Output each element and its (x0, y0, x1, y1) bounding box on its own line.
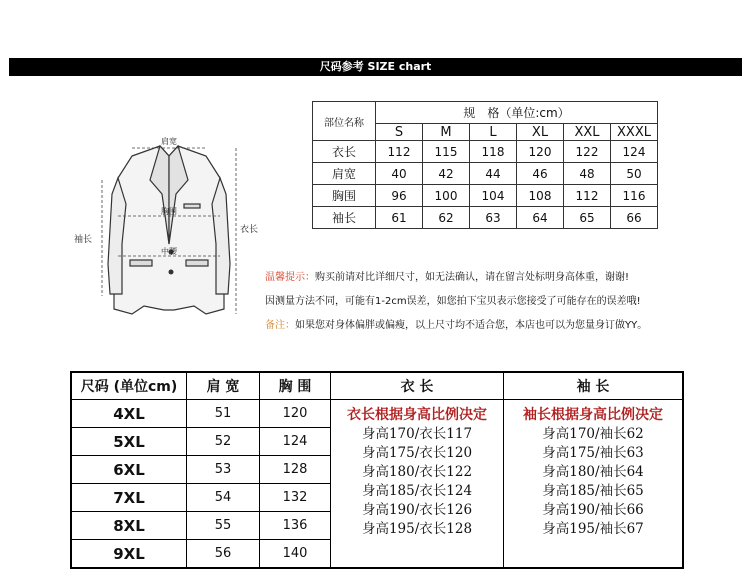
cell: 64 (517, 207, 564, 229)
sleeve-label: 袖长 (74, 235, 93, 245)
shoulder-cell: 55 (187, 512, 260, 540)
cell: 116 (611, 185, 658, 207)
length-rule: 衣长根据身高比例决定 (347, 407, 487, 423)
remark-label: 备注： (265, 320, 295, 331)
measurement-note: 因测量方法不同，可能有1-2cm误差，如您拍下宝贝表示您接受了可能存在的误差哦! (265, 296, 641, 307)
tip-label: 温馨提示： (265, 272, 315, 283)
size-xl: XL (517, 124, 564, 141)
cell: 66 (611, 207, 658, 229)
length-header: 衣 长 (331, 372, 504, 400)
shoulder-cell: 52 (187, 428, 260, 456)
cell: 61 (376, 207, 423, 229)
size-cell: 6XL (71, 456, 187, 484)
cell: 112 (564, 185, 611, 207)
sleeve-header: 袖 长 (504, 372, 684, 400)
cell: 118 (470, 141, 517, 163)
chest-cell: 128 (260, 456, 331, 484)
length-line: 身高180/衣长122 (361, 464, 473, 480)
row-name: 胸围 (313, 185, 376, 207)
size-s: S (376, 124, 423, 141)
spec-row (313, 185, 658, 207)
size-cell: 5XL (71, 428, 187, 456)
cell: 40 (376, 163, 423, 185)
shoulder-header: 肩 宽 (187, 372, 260, 400)
chest-cell: 120 (260, 400, 331, 428)
sleeve-line: 身高185/袖长65 (542, 483, 644, 499)
spec-row (313, 207, 658, 229)
sleeve-by-height-cell (504, 400, 684, 569)
length-line: 身高185/衣长124 (361, 483, 473, 499)
size-header: 尺码 (单位cm) (71, 372, 187, 400)
large-size-table (70, 371, 684, 569)
tip-text: 购买前请对比详细尺寸，如无法确认，请在留言处标明身高体重，谢谢! (315, 272, 630, 283)
cell: 96 (376, 185, 423, 207)
sleeve-line: 身高195/袖长67 (542, 521, 644, 537)
cell: 120 (517, 141, 564, 163)
spec-row (313, 163, 658, 185)
shoulder-label: 肩宽 (161, 137, 177, 146)
waist-label: 中腰 (161, 247, 177, 256)
size-cell: 7XL (71, 484, 187, 512)
sleeve-line: 身高180/袖长64 (542, 464, 644, 480)
size-xxl: XXL (564, 124, 611, 141)
cell: 63 (470, 207, 517, 229)
cell: 50 (611, 163, 658, 185)
row-name: 袖长 (313, 207, 376, 229)
size-chart-banner: 尺码参考 SIZE chart (9, 58, 742, 76)
chest-header: 胸 围 (260, 372, 331, 400)
spec-header: 规 格（单位:cm） (376, 102, 658, 124)
size-l: L (470, 124, 517, 141)
chest-cell: 140 (260, 540, 331, 569)
length-label: 衣长 (240, 225, 259, 235)
cell: 122 (564, 141, 611, 163)
size-cell: 8XL (71, 512, 187, 540)
length-by-height-cell (331, 400, 504, 569)
spec-row (313, 141, 658, 163)
jacket-diagram (74, 134, 264, 324)
cell: 100 (423, 185, 470, 207)
size-spec-table (312, 101, 658, 229)
sleeve-line: 身高175/袖长63 (542, 445, 644, 461)
sleeve-line: 身高170/袖长62 (542, 426, 644, 442)
tip-note (265, 268, 629, 283)
cell: 42 (423, 163, 470, 185)
shoulder-cell: 56 (187, 540, 260, 569)
chest-cell: 132 (260, 484, 331, 512)
shoulder-cell: 54 (187, 484, 260, 512)
size-cell: 9XL (71, 540, 187, 569)
sleeve-line: 身高190/袖长66 (542, 502, 644, 518)
shoulder-cell: 53 (187, 456, 260, 484)
size-xxxl: XXXL (611, 124, 658, 141)
chest-label: 胸围 (161, 207, 177, 216)
remark-note (265, 316, 647, 331)
sleeve-rule: 袖长根据身高比例决定 (523, 407, 663, 423)
cell: 65 (564, 207, 611, 229)
cell: 108 (517, 185, 564, 207)
chest-cell: 124 (260, 428, 331, 456)
length-line: 身高170/衣长117 (361, 426, 473, 442)
cell: 112 (376, 141, 423, 163)
remark-text: 如果您对身体偏胖或偏瘦，以上尺寸均不适合您，本店也可以为您量身订做YY。 (295, 320, 648, 331)
part-name-header: 部位名称 (313, 102, 376, 141)
table-row (71, 400, 683, 428)
length-line: 身高195/衣长128 (361, 521, 473, 537)
size-cell: 4XL (71, 400, 187, 428)
shoulder-cell: 51 (187, 400, 260, 428)
cell: 104 (470, 185, 517, 207)
length-line: 身高175/衣长120 (361, 445, 473, 461)
chest-cell: 136 (260, 512, 331, 540)
cell: 62 (423, 207, 470, 229)
cell: 48 (564, 163, 611, 185)
cell: 44 (470, 163, 517, 185)
row-name: 肩宽 (313, 163, 376, 185)
cell: 115 (423, 141, 470, 163)
length-line: 身高190/衣长126 (361, 502, 473, 518)
row-name: 衣长 (313, 141, 376, 163)
cell: 46 (517, 163, 564, 185)
cell: 124 (611, 141, 658, 163)
size-m: M (423, 124, 470, 141)
